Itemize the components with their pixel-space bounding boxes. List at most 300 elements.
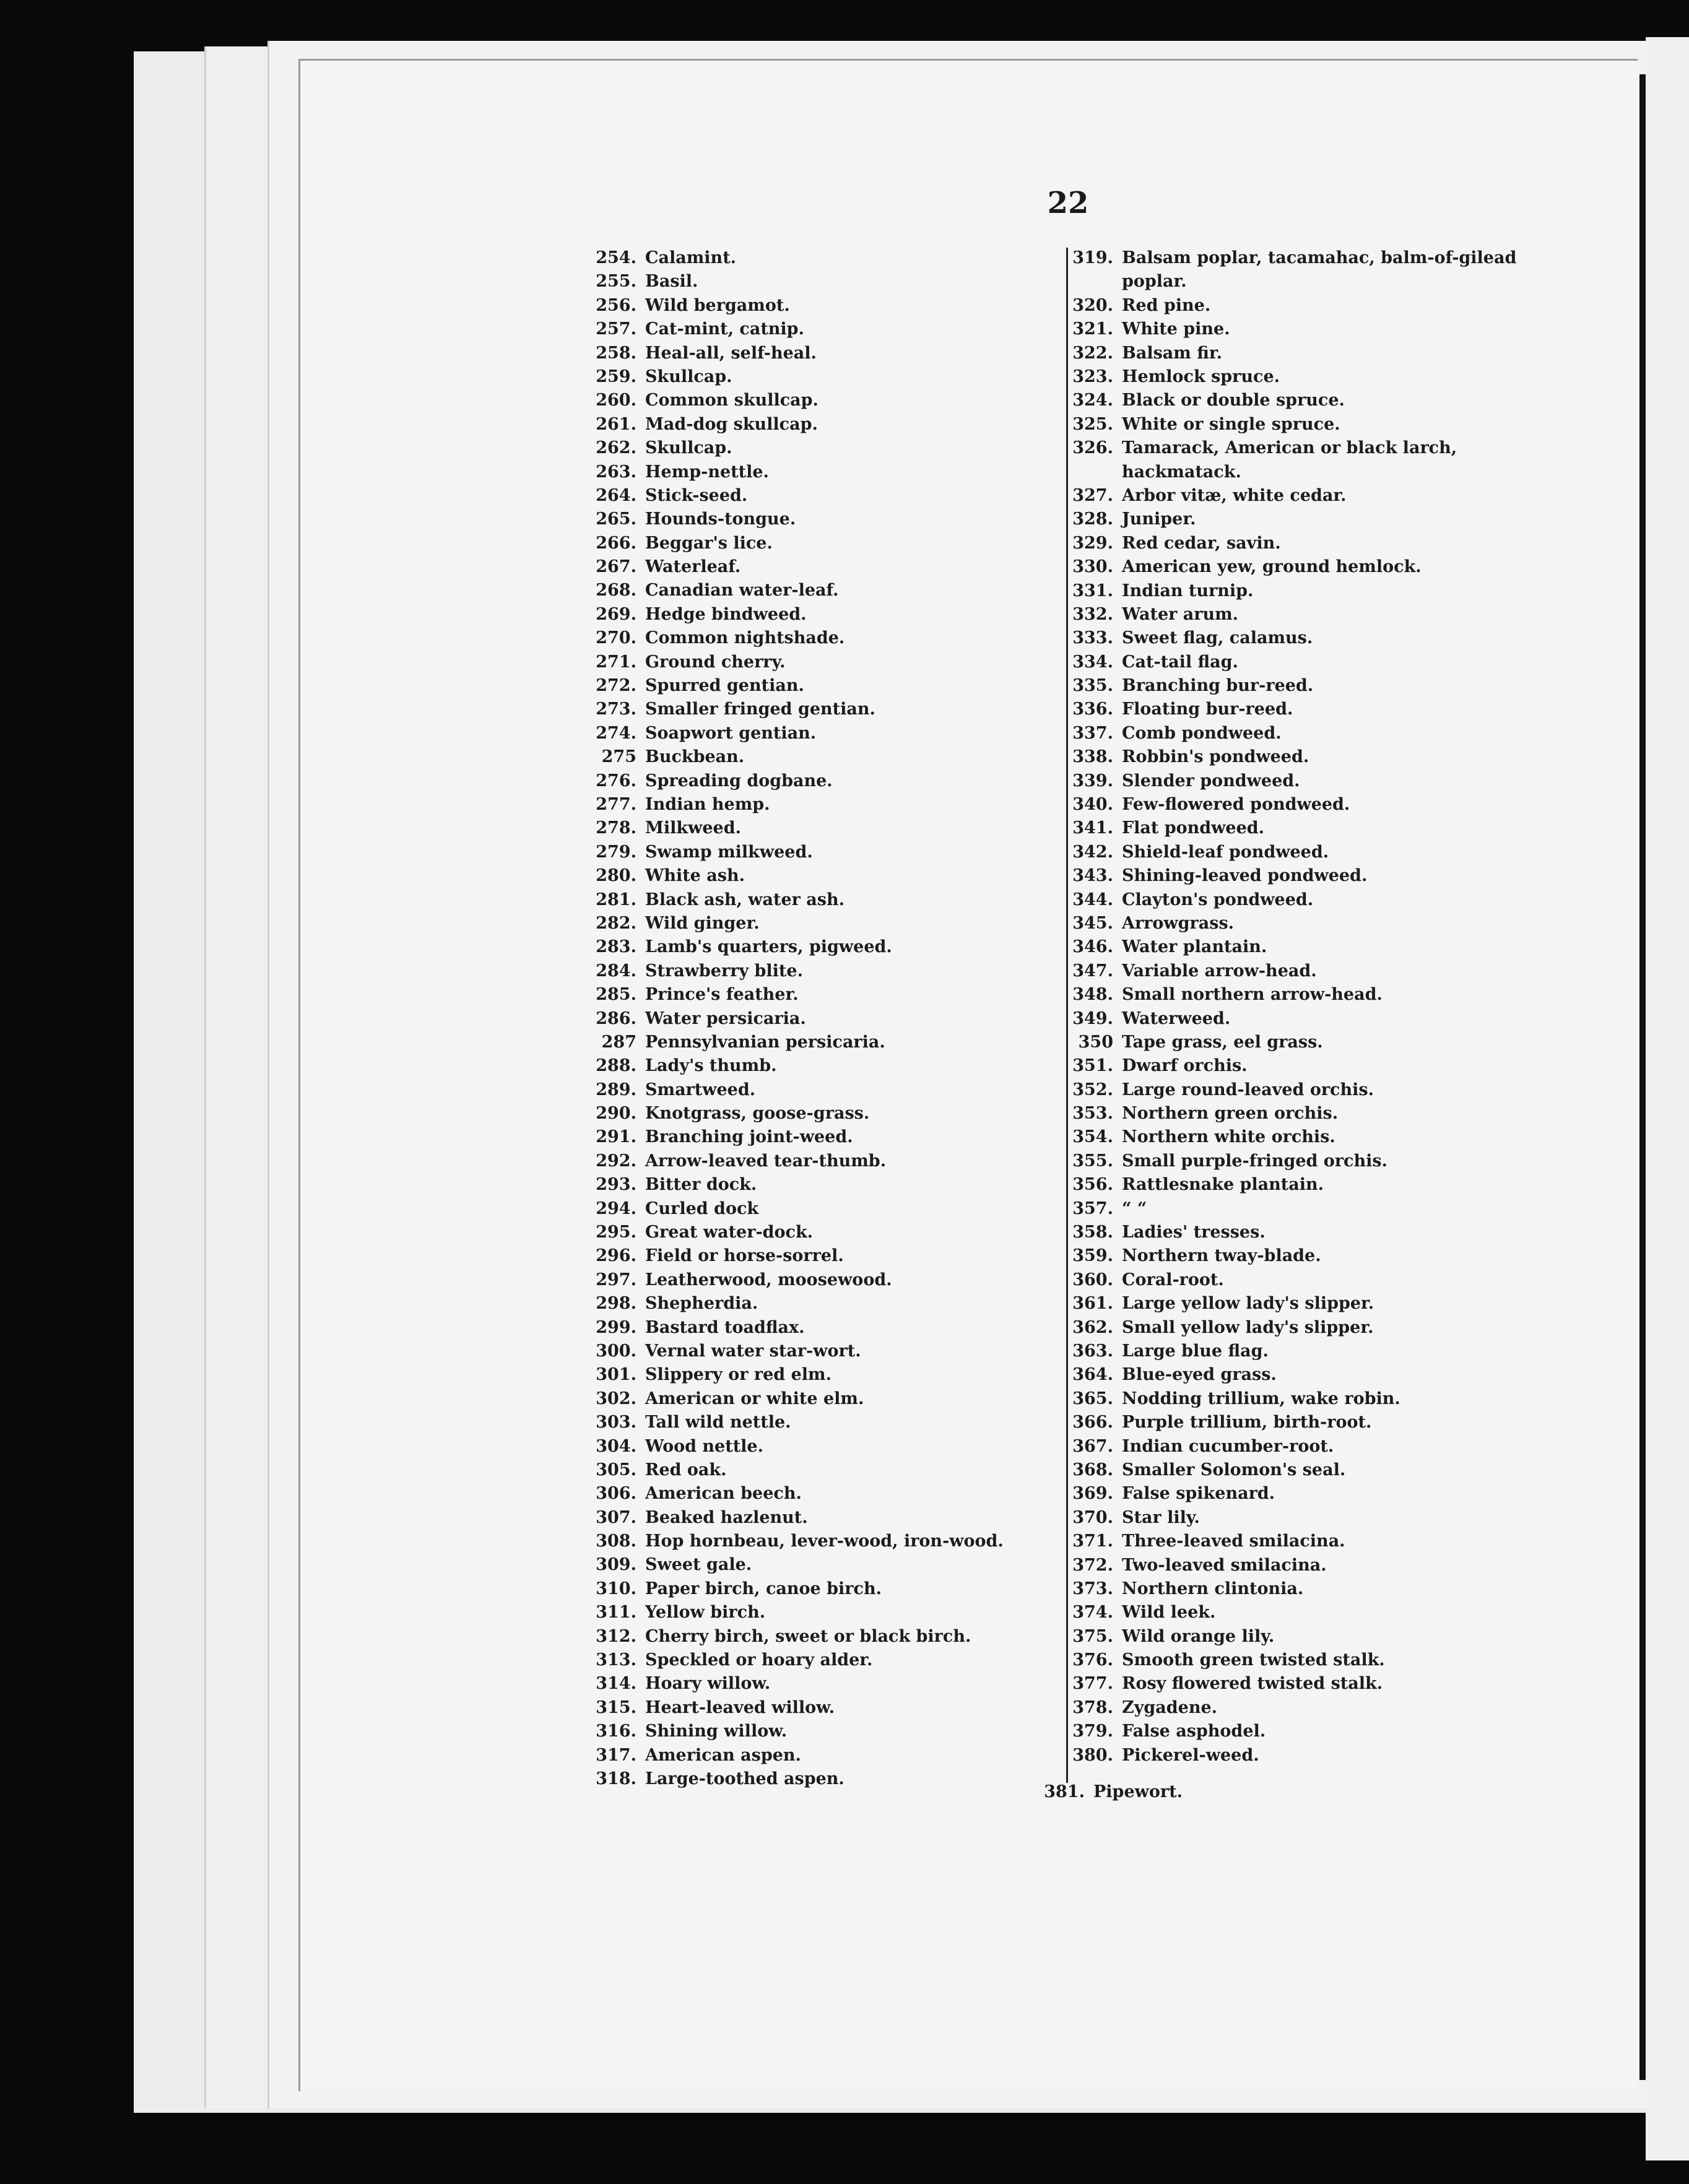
- list-entry: [587, 1363, 1008, 1387]
- list-entry: [587, 1458, 1008, 1482]
- entry-number: 353.: [1072, 1104, 1113, 1124]
- entry-name: Milkweed.: [645, 818, 741, 838]
- entry-number: 319.: [1072, 248, 1113, 267]
- list-entry: [587, 508, 1008, 531]
- entry-number: 272.: [596, 676, 636, 696]
- entry-name: Arbor vitæ, white cedar.: [1122, 485, 1347, 505]
- entry-number: 308.: [596, 1532, 636, 1551]
- entry-name: Shining willow.: [645, 1722, 788, 1741]
- list-entry: [1064, 1031, 1534, 1054]
- entry-name: Wild orange lily.: [1122, 1626, 1275, 1646]
- entry-name: Pennsylvanian persicaria.: [645, 1032, 885, 1052]
- entry-number: 322.: [1072, 343, 1113, 363]
- entry-name: Balsam fir.: [1122, 343, 1223, 363]
- entry-name: Skullcap.: [645, 366, 732, 386]
- entry-name: Vernal water star-wort.: [645, 1341, 861, 1361]
- entry-number: 377.: [1072, 1674, 1113, 1694]
- entry-number: 277.: [596, 794, 636, 814]
- list-entry: [1064, 1411, 1534, 1434]
- entry-name: Coral-root.: [1122, 1270, 1224, 1289]
- list-entry: [1064, 555, 1534, 579]
- entry-name: Flat pondweed.: [1122, 818, 1265, 838]
- list-entry: [1064, 532, 1534, 555]
- entry-name: Smaller Solomon's seal.: [1122, 1460, 1346, 1480]
- entry-number: 262.: [596, 438, 636, 458]
- list-entry: [1064, 1458, 1534, 1482]
- entry-number: 302.: [596, 1389, 636, 1408]
- entry-number: 267.: [596, 557, 636, 577]
- entry-number: 376.: [1072, 1650, 1113, 1670]
- list-entry: [587, 1078, 1008, 1102]
- entry-number: 258.: [596, 343, 636, 363]
- list-entry: [587, 1244, 1008, 1268]
- entry-number: 286.: [596, 1008, 636, 1028]
- entry-name: Leatherwood, moosewood.: [645, 1270, 892, 1289]
- list-entry: [587, 1316, 1008, 1340]
- entry-number: 354.: [1072, 1127, 1113, 1147]
- list-entry: [1064, 1387, 1534, 1411]
- entry-number: 293.: [596, 1175, 636, 1195]
- list-entry: [1064, 722, 1534, 745]
- entry-number: 320.: [1072, 295, 1113, 315]
- entry-name: Northern green orchis.: [1122, 1104, 1339, 1124]
- list-entry: [1064, 1078, 1534, 1102]
- entry-name: Small northern arrow-head.: [1122, 985, 1383, 1005]
- list-entry: [1064, 1720, 1534, 1743]
- list-entry: [587, 1672, 1008, 1696]
- list-entry: [1064, 1221, 1534, 1244]
- entry-number: 280.: [596, 866, 636, 886]
- entry-name: Small yellow lady's slipper.: [1122, 1317, 1374, 1337]
- entry-name: Hop hornbeau, lever-wood, iron-wood.: [645, 1532, 1004, 1551]
- list-entry: [587, 1387, 1008, 1411]
- entry-number: 271.: [596, 652, 636, 672]
- entry-number: 360.: [1072, 1270, 1113, 1289]
- entry-name: Common skullcap.: [645, 391, 818, 410]
- entry-number: 328.: [1072, 509, 1113, 529]
- list-entry: [587, 1506, 1008, 1530]
- entry-name: Clayton's pondweed.: [1122, 890, 1314, 909]
- entry-name: Buckbean.: [645, 747, 745, 767]
- list-entry: [587, 935, 1008, 959]
- entry-number: 331.: [1072, 581, 1113, 600]
- page-edge-shadow: [1639, 74, 1646, 2080]
- entry-number: 255.: [596, 272, 636, 292]
- entry-name: Hemp-nettle.: [645, 462, 769, 482]
- list-entry: [587, 674, 1008, 698]
- entry-number: 327.: [1072, 485, 1113, 505]
- entry-name: Rosy flowered twisted stalk.: [1122, 1674, 1383, 1694]
- list-entry: [1064, 1268, 1534, 1292]
- entry-name: Wood nettle.: [645, 1436, 764, 1456]
- entry-name: Lamb's quarters, pigweed.: [645, 937, 892, 957]
- entry-name: Ground cherry.: [645, 652, 786, 672]
- entry-number: 335.: [1072, 676, 1113, 696]
- list-entry: [587, 1625, 1008, 1649]
- entry-number: 276.: [596, 771, 636, 791]
- entry-name: American beech.: [645, 1484, 802, 1504]
- entry-name: Paper birch, canoe birch.: [645, 1579, 882, 1598]
- entry-number: 359.: [1072, 1246, 1113, 1266]
- entry-number: 370.: [1072, 1507, 1113, 1527]
- entry-name: Wild ginger.: [645, 913, 760, 933]
- entry-number: 373.: [1072, 1579, 1113, 1598]
- entry-number: 364.: [1072, 1365, 1113, 1385]
- list-entry: [587, 246, 1008, 270]
- entry-number: 285.: [596, 985, 636, 1005]
- list-entry: [587, 1102, 1008, 1125]
- list-entry: [587, 603, 1008, 626]
- entry-name: False spikenard.: [1122, 1484, 1275, 1504]
- entry-number: 323.: [1072, 366, 1113, 386]
- entry-number: 306.: [596, 1484, 636, 1504]
- list-entry: [587, 413, 1008, 436]
- list-entry: [587, 436, 1008, 460]
- entry-number: 314.: [596, 1674, 636, 1694]
- entry-number: 297.: [596, 1270, 636, 1289]
- list-entry: [1064, 1696, 1534, 1720]
- entry-name: Large yellow lady's slipper.: [1122, 1294, 1374, 1314]
- list-entry: [587, 1173, 1008, 1197]
- list-entry: [587, 912, 1008, 935]
- list-entry: [1064, 318, 1534, 341]
- entry-name: Slippery or red elm.: [645, 1365, 831, 1385]
- entry-name: Zygadene.: [1122, 1697, 1218, 1717]
- entry-name: Balsam poplar, tacamahac, balm-of-gilead poplar.: [1122, 248, 1517, 292]
- list-entry: [587, 1150, 1008, 1173]
- list-entry: [1064, 294, 1534, 318]
- entry-number: 311.: [596, 1603, 636, 1623]
- entry-number: 283.: [596, 937, 636, 957]
- entry-number: 352.: [1072, 1080, 1113, 1099]
- list-entry: [587, 841, 1008, 864]
- entry-name: Hedge bindweed.: [645, 604, 807, 624]
- list-entry: [587, 1482, 1008, 1506]
- entry-number: 287: [601, 1032, 636, 1052]
- entry-number: 282.: [596, 913, 636, 933]
- entry-name: False asphodel.: [1122, 1722, 1266, 1741]
- list-entry: [587, 651, 1008, 674]
- entry-number: 362.: [1072, 1317, 1113, 1337]
- entry-number: 316.: [596, 1722, 636, 1741]
- list-entry: [1064, 579, 1534, 603]
- species-list-right: [1064, 246, 1534, 1767]
- entry-name: Pickerel-weed.: [1122, 1745, 1259, 1765]
- entry-name: White pine.: [1122, 319, 1230, 339]
- list-entry: [1064, 484, 1534, 508]
- list-entry: [1064, 1054, 1534, 1078]
- entry-number: 275: [601, 747, 636, 767]
- entry-name: Black or double spruce.: [1122, 391, 1345, 410]
- entry-name: Cat-mint, catnip.: [645, 319, 804, 339]
- entry-name: Slender pondweed.: [1122, 771, 1300, 791]
- entry-number: 365.: [1072, 1389, 1113, 1408]
- entry-number: 338.: [1072, 747, 1113, 767]
- list-entry: [1064, 817, 1534, 840]
- entry-name: Three-leaved smilacina.: [1122, 1532, 1345, 1551]
- entry-name: Arrow-leaved tear-thumb.: [645, 1151, 887, 1171]
- entry-number: 279.: [596, 842, 636, 862]
- list-entry: [587, 888, 1008, 912]
- entry-name: Waterleaf.: [645, 557, 741, 577]
- entry-name: Cat-tail flag.: [1122, 652, 1238, 672]
- entry-name: Hoary willow.: [645, 1674, 771, 1694]
- entry-name: Swamp milkweed.: [645, 842, 813, 862]
- list-entry: [1064, 1554, 1534, 1577]
- list-entry: [1035, 1780, 1183, 1804]
- entry-name: Purple trillium, birth-root.: [1122, 1413, 1372, 1432]
- entry-name: Northern clintonia.: [1122, 1579, 1304, 1598]
- list-entry: [587, 1221, 1008, 1244]
- entry-number: 368.: [1072, 1460, 1113, 1480]
- entry-number: 375.: [1072, 1626, 1113, 1646]
- list-entry: [587, 484, 1008, 508]
- entry-name: Beggar's lice.: [645, 533, 773, 553]
- list-entry: [1064, 769, 1534, 793]
- entry-name: White ash.: [645, 866, 745, 886]
- list-entry: [1064, 745, 1534, 769]
- entry-number: 305.: [596, 1460, 636, 1480]
- entry-number: 349.: [1072, 1008, 1113, 1028]
- list-entry: [587, 745, 1008, 769]
- list-entry: [587, 1553, 1008, 1577]
- list-entry: [1064, 1435, 1534, 1458]
- species-list-left: [587, 246, 1008, 1791]
- entry-number: 337.: [1072, 723, 1113, 743]
- entry-number: 310.: [596, 1579, 636, 1598]
- list-entry: [1064, 1292, 1534, 1315]
- entry-name: Wild bergamot.: [645, 295, 790, 315]
- entry-name: Smaller fringed gentian.: [645, 700, 875, 719]
- entry-number: 342.: [1072, 842, 1113, 862]
- entry-number: 325.: [1072, 414, 1113, 434]
- entry-number: 299.: [596, 1317, 636, 1337]
- list-entry: [1064, 1363, 1534, 1387]
- entry-name: Red cedar, savin.: [1122, 533, 1281, 553]
- entry-number: 321.: [1072, 319, 1113, 339]
- list-entry: [587, 342, 1008, 365]
- list-entry: [1064, 246, 1534, 294]
- entry-name: Few-flowered pondweed.: [1122, 795, 1350, 815]
- entry-number: 381.: [1044, 1782, 1085, 1801]
- list-entry: [1064, 342, 1534, 365]
- list-entry: [587, 626, 1008, 650]
- list-entry: [587, 793, 1008, 817]
- list-entry: [1064, 1672, 1534, 1696]
- list-entry: [1064, 1150, 1534, 1173]
- entry-number: 304.: [596, 1436, 636, 1456]
- entry-name: Large blue flag.: [1122, 1341, 1269, 1361]
- entry-name: Red oak.: [645, 1460, 727, 1480]
- entry-name: Water persicaria.: [645, 1008, 806, 1028]
- entry-number: 363.: [1072, 1341, 1113, 1361]
- entry-name: Pipewort.: [1093, 1782, 1183, 1801]
- entry-name: Heal-all, self-heal.: [645, 343, 817, 363]
- entry-name: Sweet flag, calamus.: [1122, 628, 1313, 648]
- entry-name: Wild leek.: [1122, 1603, 1216, 1623]
- entry-number: 300.: [596, 1341, 636, 1361]
- entry-number: 339.: [1072, 771, 1113, 791]
- entry-number: 378.: [1072, 1697, 1113, 1717]
- list-entry: [587, 1720, 1008, 1743]
- list-entry: [587, 1601, 1008, 1624]
- entry-name: Spurred gentian.: [645, 676, 804, 696]
- entry-number: 260.: [596, 391, 636, 410]
- entry-name: Field or horse-sorrel.: [645, 1246, 844, 1266]
- entry-name: Floating bur-reed.: [1122, 700, 1293, 719]
- entry-name: Shining-leaved pondweed.: [1122, 866, 1368, 886]
- list-entry: [587, 461, 1008, 484]
- entry-name: Indian turnip.: [1122, 581, 1254, 600]
- entry-number: 330.: [1072, 557, 1113, 577]
- list-entry: [587, 1696, 1008, 1720]
- entry-name: Branching joint-weed.: [645, 1127, 853, 1147]
- entry-name: American yew, ground hemlock.: [1122, 557, 1422, 577]
- list-entry: [1064, 1340, 1534, 1363]
- entry-name: Indian hemp.: [645, 794, 770, 814]
- entry-name: American or white elm.: [645, 1389, 864, 1408]
- entry-name: Hounds-tongue.: [645, 509, 796, 529]
- entry-name: Robbin's pondweed.: [1122, 747, 1309, 767]
- entry-name: Basil.: [645, 272, 698, 292]
- list-entry: [1064, 1649, 1534, 1672]
- entry-number: 347.: [1072, 961, 1113, 981]
- list-entry: [587, 1649, 1008, 1672]
- list-entry: [587, 1031, 1008, 1054]
- entry-number: 334.: [1072, 652, 1113, 672]
- list-entry: [1064, 1625, 1534, 1649]
- list-entry: [587, 579, 1008, 602]
- entry-number: 333.: [1072, 628, 1113, 648]
- list-entry: [587, 983, 1008, 1007]
- entry-number: 374.: [1072, 1603, 1113, 1623]
- entry-number: 266.: [596, 533, 636, 553]
- list-entry: [1064, 436, 1534, 484]
- entry-name: Soapwort gentian.: [645, 723, 817, 743]
- entry-name: Common nightshade.: [645, 628, 845, 648]
- list-entry: [587, 1268, 1008, 1292]
- entry-name: Bastard toadflax.: [645, 1317, 805, 1337]
- list-entry: [587, 1530, 1008, 1553]
- list-entry: [587, 294, 1008, 318]
- entry-number: 324.: [1072, 391, 1113, 410]
- entry-name: Two-leaved smilacina.: [1122, 1555, 1327, 1575]
- list-entry: [587, 1435, 1008, 1458]
- list-entry: [587, 698, 1008, 721]
- entry-name: Rattlesnake plantain.: [1122, 1175, 1324, 1195]
- entry-name: Small purple-fringed orchis.: [1122, 1151, 1387, 1171]
- entry-name: Red pine.: [1122, 295, 1211, 315]
- entry-name: Dwarf orchis.: [1122, 1056, 1248, 1076]
- entry-number: 288.: [596, 1056, 636, 1076]
- list-entry: [1064, 674, 1534, 698]
- entry-number: 292.: [596, 1151, 636, 1171]
- list-entry: [587, 960, 1008, 983]
- entry-number: 366.: [1072, 1413, 1113, 1432]
- list-entry: [587, 817, 1008, 840]
- entry-number: 307.: [596, 1507, 636, 1527]
- list-entry: [587, 722, 1008, 745]
- entry-number: 348.: [1072, 985, 1113, 1005]
- list-entry: [587, 1767, 1008, 1791]
- entry-number: 263.: [596, 462, 636, 482]
- entry-number: 274.: [596, 723, 636, 743]
- list-entry: [1064, 1506, 1534, 1530]
- entry-name: Heart-leaved willow.: [645, 1697, 835, 1717]
- list-entry: [1064, 651, 1534, 674]
- entry-name: Northern white orchis.: [1122, 1127, 1335, 1147]
- entry-number: 268.: [596, 581, 636, 600]
- entry-number: 256.: [596, 295, 636, 315]
- entry-number: 357.: [1072, 1198, 1113, 1218]
- entry-number: 261.: [596, 414, 636, 434]
- entry-number: 372.: [1072, 1555, 1113, 1575]
- list-entry: [1064, 698, 1534, 721]
- entry-name: Variable arrow-head.: [1122, 961, 1317, 981]
- entry-number: 278.: [596, 818, 636, 838]
- entry-name: Arrowgrass.: [1122, 913, 1235, 933]
- list-entry: [1064, 1530, 1534, 1553]
- list-entry: [1064, 912, 1534, 935]
- list-entry: [1064, 389, 1534, 412]
- entry-number: 290.: [596, 1104, 636, 1124]
- entry-number: 336.: [1072, 700, 1113, 719]
- list-entry: [587, 1125, 1008, 1149]
- entry-name: American aspen.: [645, 1745, 801, 1765]
- list-entry: [1064, 1316, 1534, 1340]
- entry-name: Water arum.: [1122, 604, 1239, 624]
- entry-name: Juniper.: [1122, 509, 1196, 529]
- list-entry: [587, 555, 1008, 579]
- list-entry: [1064, 1173, 1534, 1197]
- entry-name: Yellow birch.: [645, 1603, 766, 1623]
- list-entry: [1064, 1007, 1534, 1031]
- list-entry: [1064, 1102, 1534, 1125]
- entry-name: Large-toothed aspen.: [645, 1769, 844, 1788]
- entry-name: Large round-leaved orchis.: [1122, 1080, 1374, 1099]
- entry-name: Star lily.: [1122, 1507, 1200, 1527]
- list-entry: [1064, 983, 1534, 1007]
- entry-name: Water plantain.: [1122, 937, 1267, 957]
- page-number: 22: [1047, 186, 1089, 220]
- entry-number: 259.: [596, 366, 636, 386]
- entry-name: Mad-dog skullcap.: [645, 414, 818, 434]
- entry-number: 309.: [596, 1555, 636, 1575]
- entry-number: 355.: [1072, 1151, 1113, 1171]
- entry-number: 380.: [1072, 1745, 1113, 1765]
- entry-name: Sweet gale.: [645, 1555, 752, 1575]
- list-entry: [1064, 1744, 1534, 1767]
- entry-number: 346.: [1072, 937, 1113, 957]
- list-entry: [587, 1007, 1008, 1031]
- list-entry: [1064, 626, 1534, 650]
- list-entry: [587, 1411, 1008, 1434]
- list-entry: [1064, 793, 1534, 817]
- entry-number: 329.: [1072, 533, 1113, 553]
- entry-number: 356.: [1072, 1175, 1113, 1195]
- entry-name: Tape grass, eel grass.: [1122, 1032, 1323, 1052]
- entry-number: 264.: [596, 485, 636, 505]
- entry-number: 341.: [1072, 818, 1113, 838]
- entry-name: Smartweed.: [645, 1080, 756, 1099]
- entry-number: 291.: [596, 1127, 636, 1147]
- list-entry: [1064, 1197, 1534, 1221]
- list-entry: [587, 532, 1008, 555]
- entry-number: 317.: [596, 1745, 636, 1765]
- entry-name: Comb pondweed.: [1122, 723, 1282, 743]
- entry-number: 343.: [1072, 866, 1113, 886]
- entry-name: “ “: [1122, 1198, 1147, 1218]
